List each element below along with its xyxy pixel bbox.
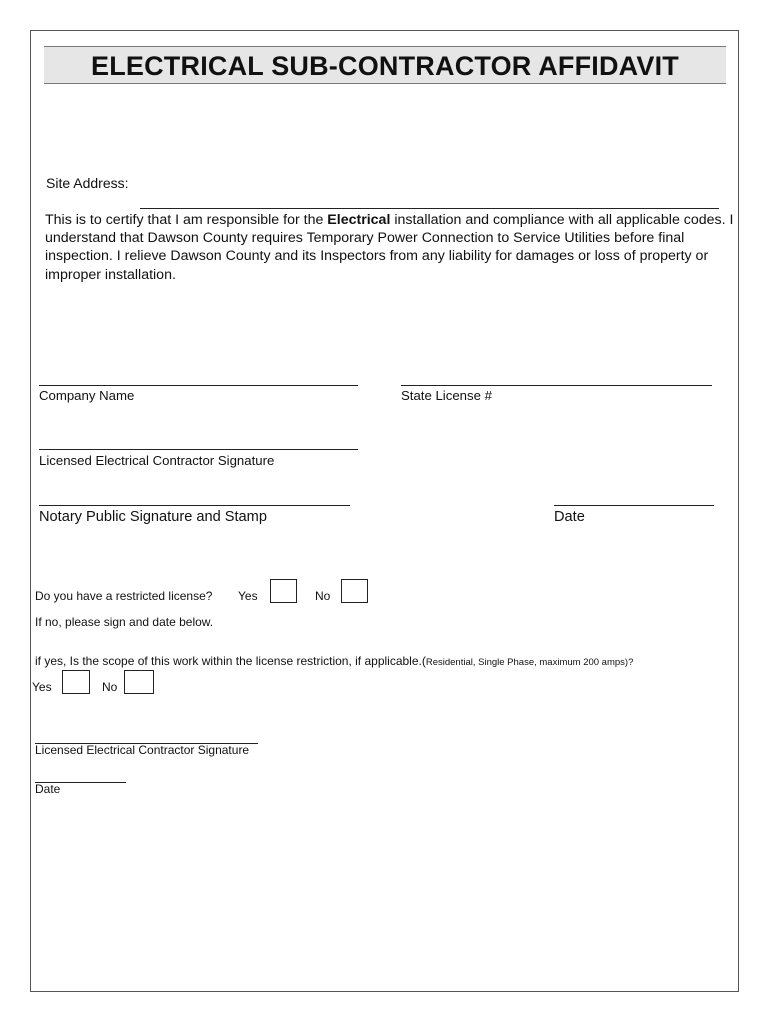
certification-text-end: installation and compliance with all applicable codes. I understand that Dawson County requires Temporary Power Connection to Service Utilities before final inspection. I relieve Dawson County and its Inspectors from any liability for damages or loss of property or improper installation. [45,212,734,283]
scope-no-label: No [102,680,118,694]
form-title: ELECTRICAL SUB-CONTRACTOR AFFIDAVIT [44,46,726,84]
site-address-line[interactable] [140,208,719,209]
scope-yes-label: Yes [32,680,52,694]
notary-line[interactable] [39,505,350,506]
restricted-license-question: Do you have a restricted license? [35,589,213,603]
if-yes-question-text: if yes, Is the scope of this work within the license restriction, if applicable.( [35,654,426,668]
contractor-signature-label: Licensed Electrical Contractor Signature [39,453,275,468]
if-yes-question-detail: Residential, Single Phase, maximum 200 amps)? [425,657,634,668]
site-address-label: Site Address: [46,175,129,191]
restricted-no-label: No [315,589,331,603]
scope-no-checkbox[interactable] [124,670,154,694]
company-name-line[interactable] [39,385,358,386]
notary-label: Notary Public Signature and Stamp [39,509,267,525]
certification-text-start: This is to certify that I am responsible for the [45,212,328,228]
scope-yes-checkbox[interactable] [62,670,90,694]
state-license-line[interactable] [401,385,712,386]
if-no-instruction: If no, please sign and date below. [35,615,214,629]
restricted-yes-label: Yes [238,589,258,603]
date-line[interactable] [554,505,714,506]
restricted-no-checkbox[interactable] [341,579,368,603]
restricted-date-label: Date [35,782,61,796]
restricted-signature-label: Licensed Electrical Contractor Signature [35,743,250,757]
restricted-yes-checkbox[interactable] [270,579,297,603]
company-name-label: Company Name [39,388,135,403]
contractor-signature-line[interactable] [39,449,358,450]
state-license-label: State License # [401,388,492,403]
certification-text [45,211,735,284]
date-label: Date [554,509,585,525]
if-yes-question [35,654,633,668]
certification-text-bold: Electrical [327,212,391,228]
